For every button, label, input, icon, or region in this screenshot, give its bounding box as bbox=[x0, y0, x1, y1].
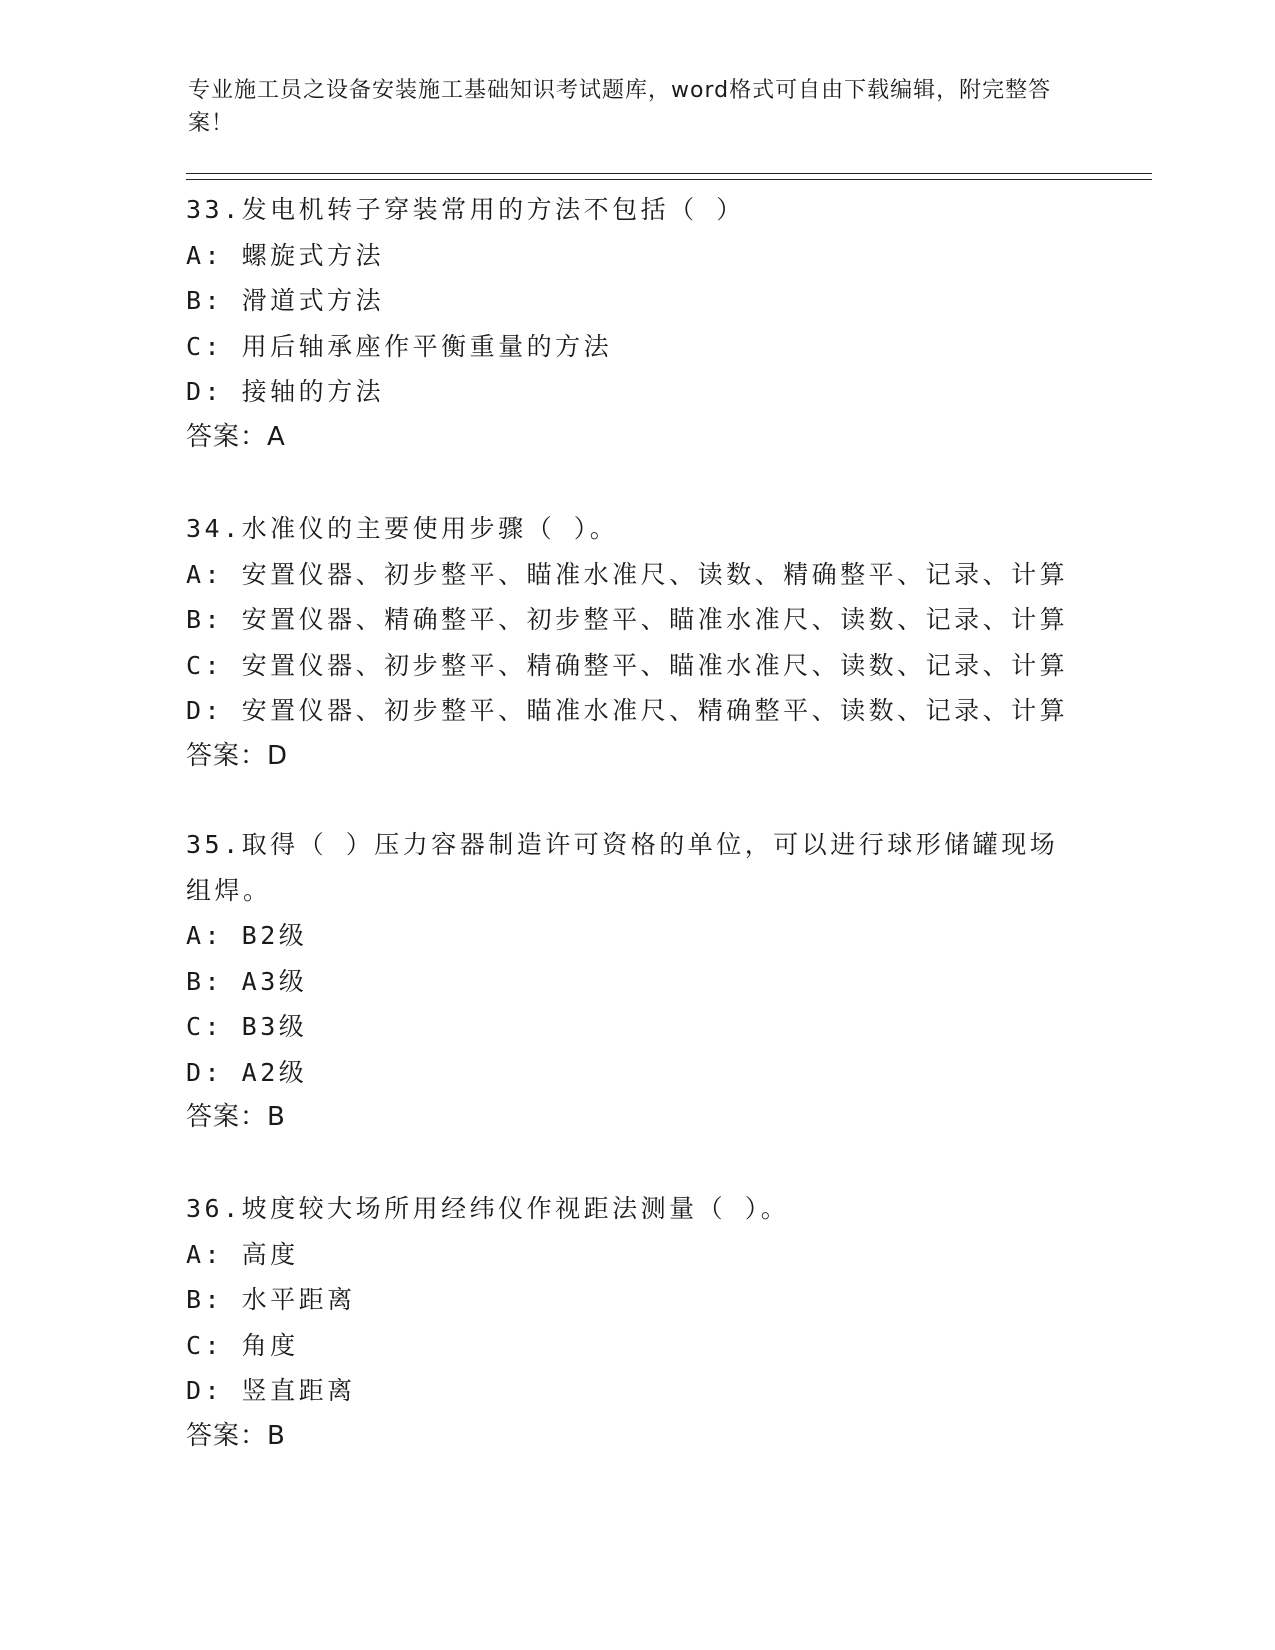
header-divider-top bbox=[186, 173, 1152, 174]
question-stem: 35.取得（ ）压力容器制造许可资格的单位，可以进行球形储罐现场组焊。 bbox=[186, 830, 1059, 905]
question-stem: 33.发电机转子穿装常用的方法不包括（ ） bbox=[186, 195, 745, 224]
option-c: C: 安置仪器、初步整平、精确整平、瞄准水准尺、读数、记录、计算 bbox=[186, 650, 1069, 680]
document-header: 专业施工员之设备安装施工基础知识考试题库，word格式可自由下载编辑，附完整答案！ bbox=[188, 78, 1052, 136]
option-b: B: 滑道式方法 bbox=[186, 286, 385, 315]
question-36 bbox=[186, 1186, 1086, 1459]
option-c: C: B3级 bbox=[186, 1012, 308, 1041]
option-d: D: A2级 bbox=[186, 1057, 308, 1087]
option-a: A: 螺旋式方法 bbox=[186, 240, 385, 270]
question-34 bbox=[186, 506, 1086, 779]
option-b: B: 安置仪器、精确整平、初步整平、瞄准水准尺、读数、记录、计算 bbox=[186, 605, 1069, 634]
option-b: B: 水平距离 bbox=[186, 1285, 356, 1314]
question-33 bbox=[186, 187, 1086, 460]
option-d: D: 接轴的方法 bbox=[186, 377, 385, 406]
answer-label: 答案：B bbox=[186, 1102, 286, 1132]
question-35 bbox=[186, 822, 1086, 1141]
answer-label: 答案：D bbox=[186, 740, 289, 771]
option-d: D: 安置仪器、初步整平、瞄准水准尺、精确整平、读数、记录、计算 bbox=[186, 696, 1069, 725]
header-divider-bottom bbox=[186, 179, 1152, 180]
option-a: A: 安置仪器、初步整平、瞄准水准尺、读数、精确整平、记录、计算 bbox=[186, 559, 1069, 589]
option-b: B: A3级 bbox=[186, 966, 308, 996]
option-a: A: 高度 bbox=[186, 1239, 299, 1269]
question-stem: 34.水准仪的主要使用步骤（ ）。 bbox=[186, 514, 619, 543]
option-c: C: 用后轴承座作平衡重量的方法 bbox=[186, 331, 613, 361]
option-d: D: 竖直距离 bbox=[186, 1376, 356, 1405]
option-a: A: B2级 bbox=[186, 921, 308, 950]
option-c: C: 角度 bbox=[186, 1330, 299, 1360]
answer-label: 答案：A bbox=[186, 421, 286, 452]
question-stem: 36.坡度较大场所用经纬仪作视距法测量（ ）。 bbox=[186, 1194, 790, 1223]
answer-label: 答案：B bbox=[186, 1420, 286, 1451]
